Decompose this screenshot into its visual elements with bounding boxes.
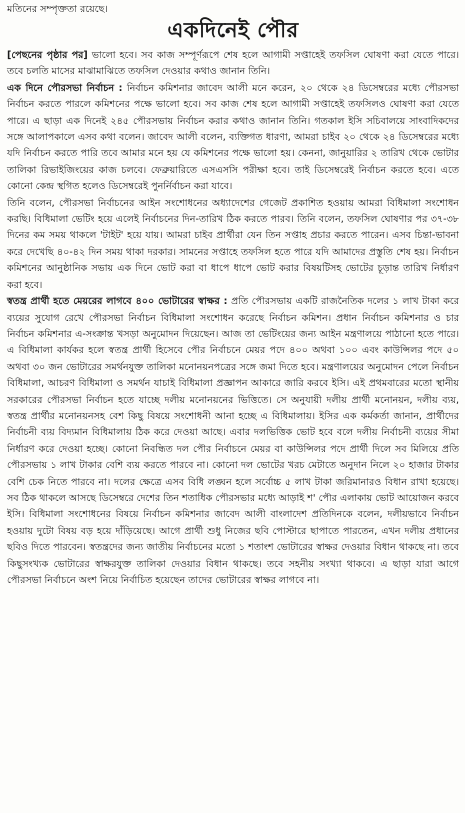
- subheading-one-day-election: এক দিনে পৌরসভা নির্বাচন :: [7, 82, 123, 94]
- paragraph-4: [7, 294, 459, 589]
- paragraph-2-text: নির্বাচন কমিশনার জাবেদ আলী মনে করেন, ২০ থেকে ২৪ ডিসেম্বরের মধ্যে পৌরসভা নির্বাচন করতে পারলে কমিশনের পক্ষে ভালো হবে। সব কাজ শেষ হলে আগামী সপ্তাহেই তফসিলও ঘোষণা করা যেতে পারে। এ ছাড়া এক দিনেই ২৪৫ পৌরসভায় নির্বাচন করার কথাও জানান তিনি। গতকাল ইসি সচিবালয়ে সাংবাদিকদের সঙ্গে আলাপকালে এসব কথা বলেন। জাবেদ আলী বলেন, ব্যক্তিগত ধারণা, আমরা চাইব ২০ থেকে ২৪ ডিসেম্বরের মধ্যে যদি নির্বাচন করতে পারি তবে আমার মনে হয় যে কমিশনের পক্ষে ভালো হয়। কেননা, জানুয়ারির ২ তারিখ থেকে ভোটার তালিকা রিভাইজিংয়ের কাজ চলবে। ফেব্রুয়ারিতে এসএসসি পরীক্ষা হবে। তাই ডিসেম্বরেই নির্বাচন করতে হবে। এতে কোনো কেন্দ্র স্থগিত হলেও ডিসেম্বরেই পুনর্নির্বাচন করা যাবে।: [7, 82, 459, 193]
- continued-label: [পেছনের পৃষ্ঠার পর]: [7, 50, 88, 61]
- paragraph-4-text: প্রতি পৌরসভায় একটি রাজনৈতিক দলের ১ লাখ টাকা করে ব্যয়ের সুযোগ রেখে পৌরসভা নির্বাচন বিধিমালা সংশোধন করেছে নির্বাচন কমিশন। প্রধান নির্বাচন কমিশনার ও চার নির্বাচন কমিশনার এ-সংক্রান্ত খসড়া অনুমোদন দিয়েছেন। আজ তা ভেটিংয়ের জন্য আইন মন্ত্রণালয়ে পাঠানো হতে পারে। এ বিধিমালা কার্যকর হলে স্বতন্ত্র প্রার্থী হিসেবে পৌর নির্বাচনে মেয়র পদে ৪০০ অথবা ১০০ এবং কাউন্সিলর পদে ৫০ অথবা ৩০ জন ভোটারের সমর্থনযুক্ত তালিকা মনোনয়নপত্রের সঙ্গে জমা দিতে হবে। মন্ত্রণালয়ের অনুমোদন পেলে নির্বাচন বিধিমালা, আচরণ বিধিমালা ও সমর্থন যাচাই বিধিমালা প্রজ্ঞাপন আকারে জারি করবে ইসি। এই প্রথমবারের মতো স্থানীয় সরকারের পৌরসভা নির্বাচন হতে যাচ্ছে দলীয় মনোনয়নের ভিত্তিতে। সে অনুযায়ী দলীয় প্রার্থী মনোনয়ন, দলীয় ব্যয়, স্বতন্ত্র প্রার্থীর মনোনয়নসহ বেশ কিছু বিষয়ে সংশোধনী আনা হচ্ছে এ বিধিমালায়। ইসির এক কর্মকর্তা জানান, প্রার্থীদের নির্বাচনী ব্যয় বিদ্যমান বিধিমালায় ঠিক করে দেওয়া আছে। এবার দলভিত্তিক ভোট হবে বলে দলীয় নির্বাচনী ব্যয়ের সীমা নির্ধারণ করে দেওয়া হচ্ছে। কোনো নিবন্ধিত দল পৌর নির্বাচনে মেয়র বা কাউন্সিলর পদে প্রার্থী দিলে সব মিলিয়ে প্রতি পৌরসভায় ১ লাখ টাকার বেশি ব্যয় করতে পারবে না। কোনো দল ভোটের খরচ মেটাতে অনুদান নিলে ২০ হাজার টাকার বেশি চেক নিতে পারবে না। দলের ক্ষেত্রে এসব বিধি লঙ্ঘন হলে সর্বোচ্চ ৫ লাখ টাকা জরিমানারও বিধান রাখা হয়েছে। সব ঠিক থাকলে আসছে ডিসেম্বরে দেশের তিন শতাধিক পৌরসভার মধ্যে আড়াই শ' পৌর এলাকায় ভোট আয়োজন করবে ইসি। বিধিমালা সংশোধনের বিষয়ে নির্বাচন কমিশনার জাবেদ আলী বাংলাদেশ প্রতিদিনকে বলেন, দলীয়ভাবে নির্বাচন হওয়ায় দুটো বিষয় বড় হয়ে দাঁড়িয়েছে। আগে প্রার্থী শুধু নিজের ছবি পোস্টারে ছাপাতে পারতেন, এখন দলীয় প্রধানের ছবিও দিতে পারবেন। স্বতন্ত্রদের জন্য জাতীয় নির্বাচনের মতো ১ শতাংশ ভোটারের স্বাক্ষর দেওয়ার বিধান থাকছে না। তবে কিছুসংখ্যক ভোটারের স্বাক্ষরযুক্ত তালিকা দেওয়ার বিধান থাকছে। তবে সহনীয় সংখ্যা থাকবে। এ ছাড়া যারা আগে পৌরসভা নির্বাচনে অংশ নিয়ে নির্বাচিত হয়েছেন তাদের ভোটারের স্বাক্ষর লাগবে না।: [7, 296, 459, 586]
- paragraph-2: [7, 81, 459, 196]
- subheading-independent-candidate: স্বতন্ত্র প্রার্থী হতে মেয়রের লাগবে ৪০০ ভোটারের স্বাক্ষর :: [7, 296, 228, 308]
- paragraph-3: তিনি বলেন, পৌরসভা নির্বাচনের আইন সংশোধনের অধ্যাদেশের গেজেট প্রকাশিত হওয়ায় আমরা বিধিমালা সংশোধন করছি। বিধিমালা ভেটিং হয়ে এলেই নির্বাচনের দিন-তারিখ ঠিক করতে পারব। তিনি বলেন, তফসিল ঘোষণার পর ৩৭-৩৮ দিনের কম সময় থাকলে 'টাইট' হয়ে যায়। আমরা চাইব প্রার্থীরা যেন তিন সপ্তাহ প্রচার করতে পারেন। এসব চিন্তা-ভাবনা করে দেখেছি ৪০-৪২ দিন সময় থাকা দরকার। সামনের সপ্তাহে তফসিল হতে পারে যদি আমাদের প্রস্তুতি শেষ হয়। নির্বাচন কমিশনের আনুষ্ঠানিক সভায় এক দিনে ভোট করা বা ধাপে ধাপে ভোট করার বিষয়টিসহ ভোটের চূড়ান্ত তারিখ নির্ধারণ করা হবে।: [7, 197, 459, 291]
- previous-article-tail: মতিনের সম্পৃক্ততা রয়েছে।: [7, 4, 108, 15]
- article-body: [7, 48, 459, 589]
- paragraph-1-text: ভালো হবে। সব কাজ সম্পূর্ণরূপে শেষ হলে আগামী সপ্তাহেই তফসিল ঘোষণা করা যেতে পারে। তবে চলতি মাসের মাঝামাঝিতে তফসিল দেওয়ার কথাও জানান তিনি।: [7, 50, 459, 78]
- paragraph-1: [7, 48, 459, 81]
- headline: একদিনেই পৌর: [167, 18, 299, 42]
